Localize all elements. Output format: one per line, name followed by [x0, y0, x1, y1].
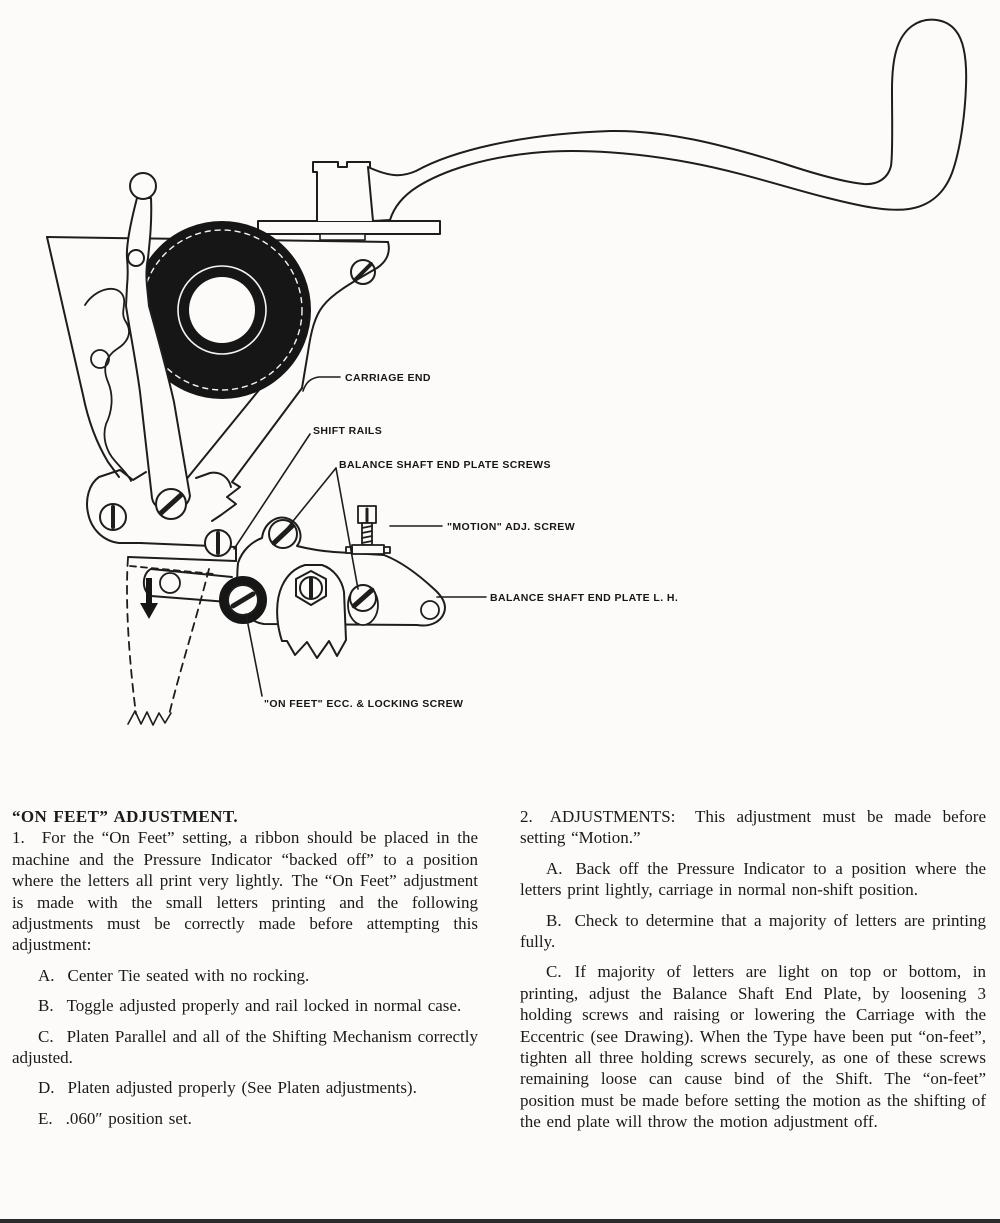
dashed-motion-lines	[127, 558, 214, 725]
down-arrow	[140, 578, 158, 619]
item-text: .060″ position set.	[65, 1108, 192, 1128]
list-item	[12, 1026, 478, 1069]
lever-mounting-bar	[258, 221, 440, 240]
section-heading: “ON FEET” ADJUSTMENT.	[12, 807, 238, 826]
right-column	[520, 806, 986, 1133]
frame-piece-broken	[277, 565, 346, 658]
item-letter: E.	[38, 1108, 53, 1128]
left-column	[12, 806, 478, 1129]
item-letter: B.	[38, 996, 54, 1016]
label-carriage-end: CARRIAGE END	[345, 372, 431, 384]
on-feet-eccentric	[220, 577, 266, 623]
label-on-feet-ecc-locking-screw: "ON FEET" ECC. & LOCKING SCREW	[264, 698, 464, 710]
paragraph-1: 1. For the “On Feet” setting, a ribbon should be placed in the machine and the Pressure Indicator “backed off” to a position where the letters all print very lightly. The “On Feet” adjustment is made with the small letters printing and the following adjustments must be correctly made before attempting this adjustment:	[12, 828, 478, 955]
list-item	[520, 961, 986, 1132]
list-item	[12, 1108, 478, 1129]
item-letter: C.	[38, 1026, 54, 1046]
list-item	[12, 965, 478, 986]
item-letter: D.	[38, 1078, 55, 1098]
item-text: Toggle adjusted properly and rail locked in normal case.	[66, 996, 462, 1016]
item-text: Back off the Pressure Indicator to a position where the letters print lightly, carriage in normal non-shift position.	[520, 858, 986, 900]
item-text: Center Tie seated with no rocking.	[67, 965, 310, 985]
shift-rail-bar	[144, 569, 232, 602]
label-balance-shaft-end-plate-lh: BALANCE SHAFT END PLATE L. H.	[490, 592, 679, 604]
paragraph-2: 2. ADJUSTMENTS: This adjustment must be made before setting “Motion.”	[520, 807, 986, 848]
page-bottom-rule	[0, 1219, 1000, 1223]
item-text: Platen Parallel and all of the Shifting Mechanism correctly adjusted.	[12, 1026, 478, 1068]
list-item	[520, 858, 986, 901]
item-text: Platen adjusted properly (See Platen adjustments).	[67, 1078, 417, 1098]
list-item	[12, 995, 478, 1016]
item-letter: B.	[546, 910, 562, 930]
motion-adj-screw	[346, 506, 390, 554]
shift-lever	[313, 20, 966, 221]
list-item	[12, 1077, 478, 1098]
item-text: Check to determine that a majority of letters are printing fully.	[520, 910, 986, 952]
item-letter: A.	[38, 965, 55, 985]
label-shift-rails: SHIFT RAILS	[313, 425, 383, 437]
label-motion-adj-screw: "MOTION" ADJ. SCREW	[447, 521, 576, 533]
list-item	[520, 910, 986, 953]
item-letter: A.	[546, 858, 563, 878]
ball-handle	[130, 173, 156, 199]
item-letter: C.	[546, 962, 562, 982]
label-balance-shaft-end-plate-screws: BALANCE SHAFT END PLATE SCREWS	[339, 459, 551, 471]
item-text: If majority of letters are light on top or bottom, in printing, adjust the Balance Shaft End Plate, by loosening 3 holding screws and raising or lowering the Carriage with the Eccentric (see Drawing). When the Type have been put “on-feet”, tighten all three holding screws securely, as one of these screws remaining loose can cause bind of the Shift. The “on-feet” position must be made before setting the motion as the shifting of the end plate will throw the motion adjustment off.	[520, 962, 986, 1132]
break-line	[128, 711, 171, 725]
